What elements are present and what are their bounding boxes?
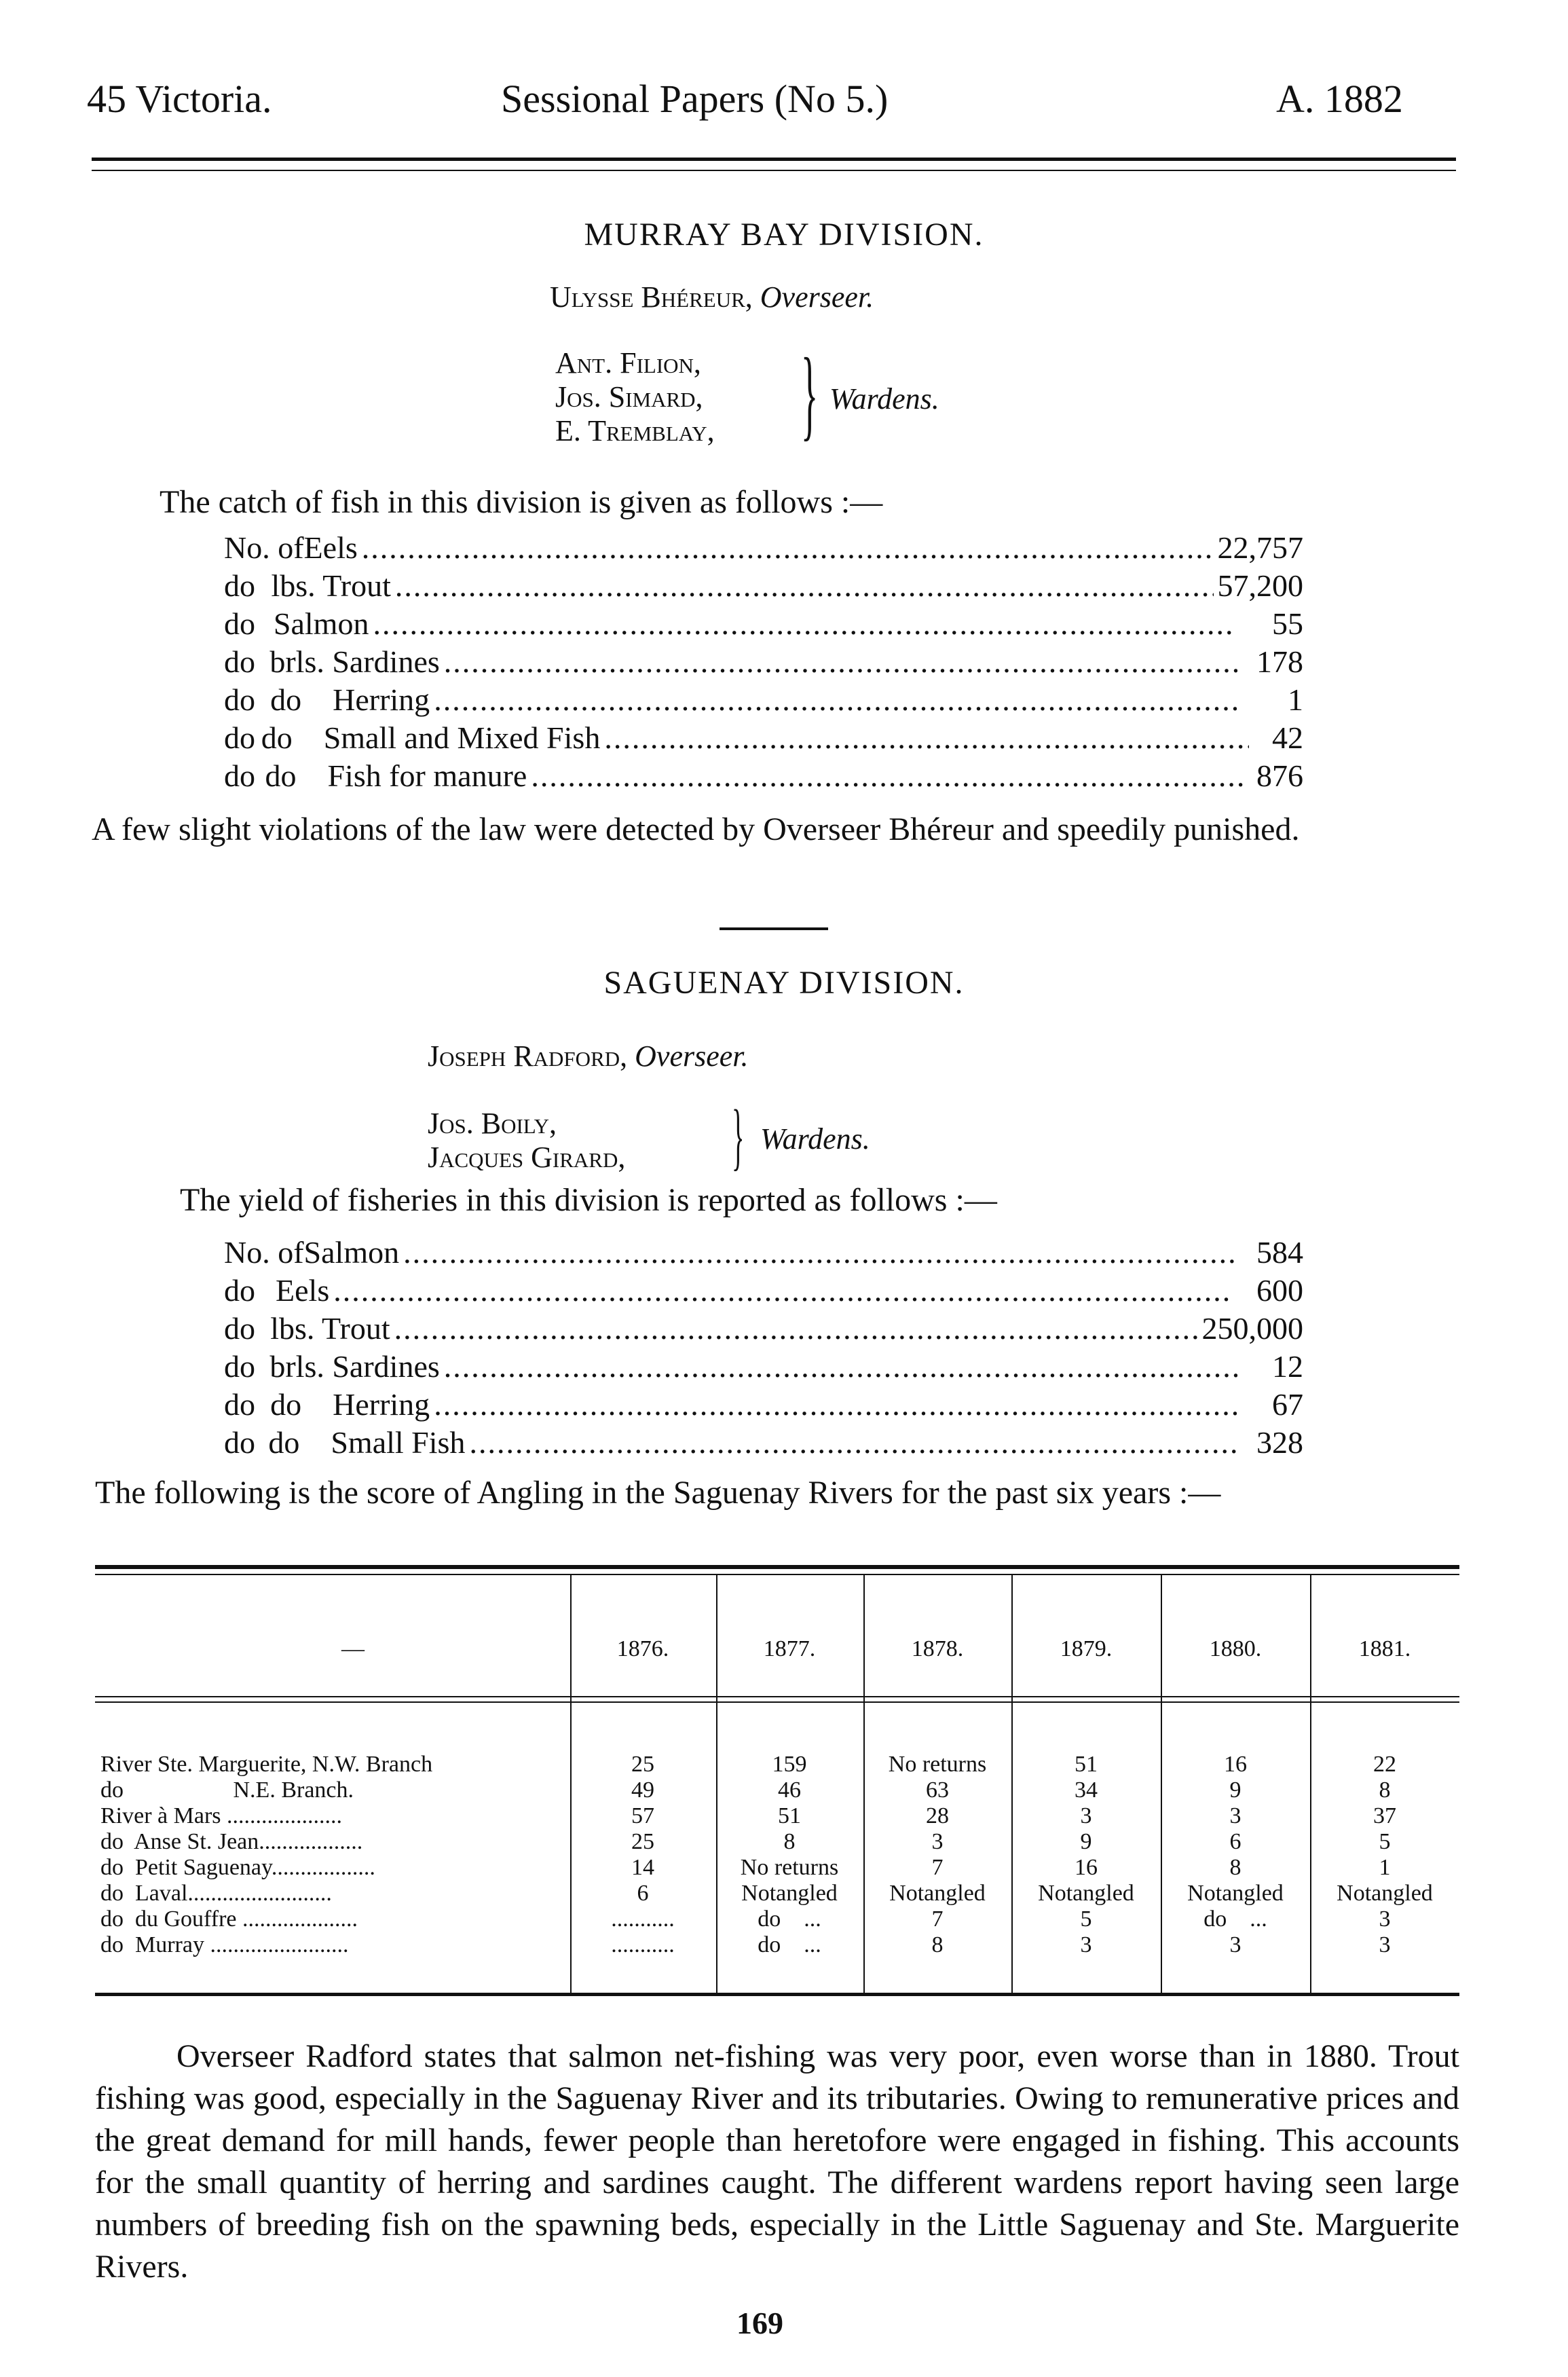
closing-paragraph: Overseer Radford states that salmon net-fishing was very poor, even worse than in 1880. Trout fishing was good, especially in the Saguenay River and its tributaries. Owing to remunerative prices and the great demand for mill hands, fewer people than heretofore were engaged in fishing. This accounts for the small quantity of herring and sardines caught. The different wardens report having seen large numbers of breeding fish on the spawning beds, especially in the Little Saguenay and Ste. Marguerite Rivers. [95, 2038, 1459, 2285]
catch-unit: No. of [224, 530, 304, 565]
catch-label: Eels [303, 530, 358, 565]
leader-dots [434, 682, 1236, 720]
table-row-label: do Laval......................... [100, 1881, 332, 1906]
catch-unit: do [224, 1425, 255, 1460]
catch-value: 328 [1256, 1425, 1303, 1460]
table-cell: 37 [1373, 1803, 1396, 1828]
murray-note: A few slight violations of the law were detected by Overseer Bhéreur and speedily punished. [92, 811, 1300, 847]
table-cell: Notangled [1337, 1881, 1433, 1906]
leader-dots [403, 1234, 1234, 1272]
catch-value: 12 [1272, 1349, 1303, 1384]
angling-intro: The following is the score of Angling in the Saguenay Rivers for the past six years :— [95, 1475, 1221, 1511]
table-head-rule [95, 1696, 1459, 1697]
catch-unit: do [224, 682, 255, 717]
table-cell: Notangled [889, 1881, 986, 1906]
table-cell: 8 [1379, 1777, 1391, 1803]
catch-row [224, 720, 1303, 758]
table-cell: 25 [631, 1752, 654, 1777]
saguenay-overseer-name: Joseph Radford, [428, 1039, 628, 1073]
page-number: 169 [736, 2306, 783, 2340]
table-cell: 7 [931, 1855, 944, 1880]
leader-dots [394, 1310, 1198, 1348]
table-cell: No returns [740, 1855, 839, 1880]
table-cell: ........... [611, 1932, 675, 1957]
table-cell: 3 [1379, 1906, 1391, 1932]
catch-label: brls. Sardines [269, 644, 440, 679]
catch-unit: do [224, 606, 255, 641]
table-cell: 5 [1080, 1906, 1092, 1932]
murray-warden: Jos. Simard, [555, 380, 703, 413]
catch-value: 584 [1256, 1235, 1303, 1270]
table-cell: 57 [631, 1803, 654, 1828]
catch-value: 42 [1272, 720, 1303, 755]
table-cell: 16 [1224, 1752, 1247, 1777]
table-corner: — [341, 1636, 365, 1661]
leader-dots [333, 1272, 1229, 1310]
catch-label: do Fish for manure [265, 758, 527, 793]
col-divider [1011, 1575, 1013, 1993]
catch-value: 55 [1271, 606, 1303, 641]
catch-row [224, 1386, 1303, 1424]
year-header: 1879. [1060, 1636, 1113, 1661]
table-bottom-rule [95, 1993, 1459, 1996]
table-row-label: do Anse St. Jean.................. [100, 1829, 363, 1854]
table-cell: 8 [931, 1932, 944, 1957]
year-header: 1878. [911, 1636, 964, 1661]
catch-row [224, 644, 1303, 682]
table-cell: do ... [758, 1906, 821, 1932]
catch-unit: do [224, 720, 255, 755]
year-header: 1876. [616, 1636, 669, 1661]
murray-overseer-role: Overseer. [760, 280, 874, 314]
saguenay-warden: Jacques Girard, [428, 1141, 626, 1174]
saguenay-overseer-role: Overseer. [635, 1039, 749, 1073]
catch-unit: do [224, 1349, 255, 1384]
murray-title: MURRAY BAY DIVISION. [584, 217, 984, 253]
col-divider [1161, 1575, 1162, 1993]
catch-label: do Small and Mixed Fish [261, 720, 601, 755]
header-right: A. 1882 [1276, 77, 1403, 121]
table-cell: 22 [1373, 1752, 1396, 1777]
table-cell: 3 [1229, 1932, 1242, 1957]
catch-value: 22,757 [1217, 530, 1303, 565]
table-cell: 6 [1229, 1829, 1242, 1854]
saguenay-title: SAGUENAY DIVISION. [603, 965, 965, 1001]
catch-row [224, 530, 1303, 568]
leader-dots [373, 606, 1232, 644]
table-cell: 51 [1075, 1752, 1098, 1777]
table-row-label: do N.E. Branch. [100, 1777, 354, 1803]
table-row-label: River à Mars .................... [100, 1803, 343, 1828]
table-head-rule-thin [95, 1701, 1459, 1703]
catch-row [224, 1272, 1303, 1310]
murray-overseer [550, 280, 874, 314]
table-cell: Notangled [1038, 1881, 1134, 1906]
table-row-label: do Petit Saguenay.................. [100, 1855, 375, 1880]
table-cell: 8 [783, 1829, 796, 1854]
header-left: 45 Victoria. [87, 77, 272, 121]
catch-label: brls. Sardines [269, 1349, 440, 1384]
catch-label: lbs. Trout [270, 1311, 390, 1346]
catch-row [224, 606, 1303, 644]
leader-dots [444, 1348, 1237, 1386]
section-divider [720, 927, 828, 930]
catch-label: lbs. Trout [271, 568, 391, 603]
catch-value: 57,200 [1217, 568, 1303, 603]
table-cell: do ... [1203, 1906, 1267, 1932]
catch-row [224, 1310, 1303, 1348]
table-cell: 63 [926, 1777, 949, 1803]
table-cell: 34 [1075, 1777, 1098, 1803]
year-header: 1881. [1358, 1636, 1411, 1661]
catch-unit: do [224, 568, 255, 603]
table-cell: 9 [1080, 1829, 1092, 1854]
murray-wardens-list [555, 346, 715, 448]
table-cell: 51 [778, 1803, 801, 1828]
leader-dots [362, 530, 1214, 568]
table-cell: 1 [1379, 1855, 1391, 1880]
saguenay-brace: } [732, 1094, 745, 1177]
catch-row [224, 1234, 1303, 1272]
catch-unit: No. of [224, 1235, 304, 1270]
col-divider [716, 1575, 717, 1993]
table-cell: 3 [931, 1829, 944, 1854]
catch-label: do Herring [270, 682, 430, 717]
table-cell: Notangled [1187, 1881, 1284, 1906]
catch-row [224, 682, 1303, 720]
saguenay-wardens-list [428, 1107, 625, 1175]
leader-dots [604, 720, 1248, 758]
catch-unit: do [224, 1273, 255, 1308]
catch-row [224, 1424, 1303, 1462]
table-top-rule [95, 1565, 1459, 1569]
table-cell: 3 [1080, 1932, 1092, 1957]
table-cell: 159 [772, 1752, 807, 1777]
catch-unit: do [224, 644, 255, 679]
catch-value: 67 [1272, 1387, 1304, 1422]
table-cell: ........... [611, 1906, 675, 1932]
year-header: 1880. [1209, 1636, 1262, 1661]
catch-value: 600 [1256, 1273, 1303, 1308]
table-cell: 3 [1379, 1932, 1391, 1957]
table-top-rule-thin [95, 1574, 1459, 1575]
table-cell: 6 [637, 1881, 649, 1906]
leader-dots [531, 758, 1244, 796]
header-center: Sessional Papers (No 5.) [501, 77, 889, 121]
table-cell: 46 [778, 1777, 801, 1803]
header-rule-thin [92, 170, 1456, 171]
catch-value: 250,000 [1201, 1311, 1303, 1346]
table-cell: 9 [1229, 1777, 1242, 1803]
table-cell: 14 [631, 1855, 654, 1880]
header-rule [92, 158, 1456, 161]
saguenay-wardens-label: Wardens. [760, 1122, 870, 1156]
table-row-label: do du Gouffre .................... [100, 1906, 358, 1932]
catch-value: 178 [1256, 644, 1303, 679]
murray-intro: The catch of fish in this division is given as follows :— [160, 484, 883, 520]
table-cell: 7 [931, 1906, 944, 1932]
catch-row [224, 1348, 1303, 1386]
leader-dots [469, 1424, 1239, 1462]
catch-unit: do [224, 1387, 255, 1422]
murray-wardens-label: Wardens. [829, 382, 939, 416]
table-cell: 5 [1379, 1829, 1391, 1854]
catch-label: Salmon [273, 606, 369, 641]
murray-warden: Ant. Filion, [555, 346, 701, 380]
catch-label: do Small Fish [268, 1425, 466, 1460]
murray-brace: } [801, 337, 819, 450]
col-divider [1310, 1575, 1311, 1993]
table-cell: 3 [1080, 1803, 1092, 1828]
saguenay-warden: Jos. Boily, [428, 1107, 557, 1140]
catch-row [224, 758, 1303, 796]
saguenay-overseer [428, 1039, 749, 1073]
catch-label: Salmon [303, 1235, 400, 1270]
saguenay-intro: The yield of fisheries in this division is reported as follows :— [180, 1182, 997, 1218]
leader-dots [395, 568, 1214, 606]
table-cell: 28 [926, 1803, 949, 1828]
table-cell: 49 [631, 1777, 654, 1803]
table-row-label: do Murray ........................ [100, 1932, 349, 1957]
catch-label: Eels [276, 1273, 330, 1308]
catch-label: do Herring [270, 1387, 430, 1422]
catch-value: 876 [1256, 758, 1303, 793]
catch-unit: do [224, 758, 255, 793]
leader-dots [434, 1386, 1236, 1424]
col-divider [863, 1575, 865, 1993]
table-cell: 16 [1075, 1855, 1098, 1880]
table-cell: 25 [631, 1829, 654, 1854]
catch-value: 1 [1288, 682, 1304, 717]
murray-overseer-name: Ulysse Bhéreur, [550, 280, 753, 314]
murray-warden: E. Tremblay, [555, 414, 715, 447]
year-header: 1877. [763, 1636, 816, 1661]
table-cell: 3 [1229, 1803, 1242, 1828]
table-row-label: River Ste. Marguerite, N.W. Branch [100, 1752, 433, 1777]
table-cell: Notangled [741, 1881, 838, 1906]
table-cell: do ... [758, 1932, 821, 1957]
leader-dots [444, 644, 1237, 682]
catch-unit: do [224, 1311, 255, 1346]
table-cell: 8 [1229, 1855, 1242, 1880]
table-cell: No returns [888, 1752, 987, 1777]
catch-row [224, 568, 1303, 606]
